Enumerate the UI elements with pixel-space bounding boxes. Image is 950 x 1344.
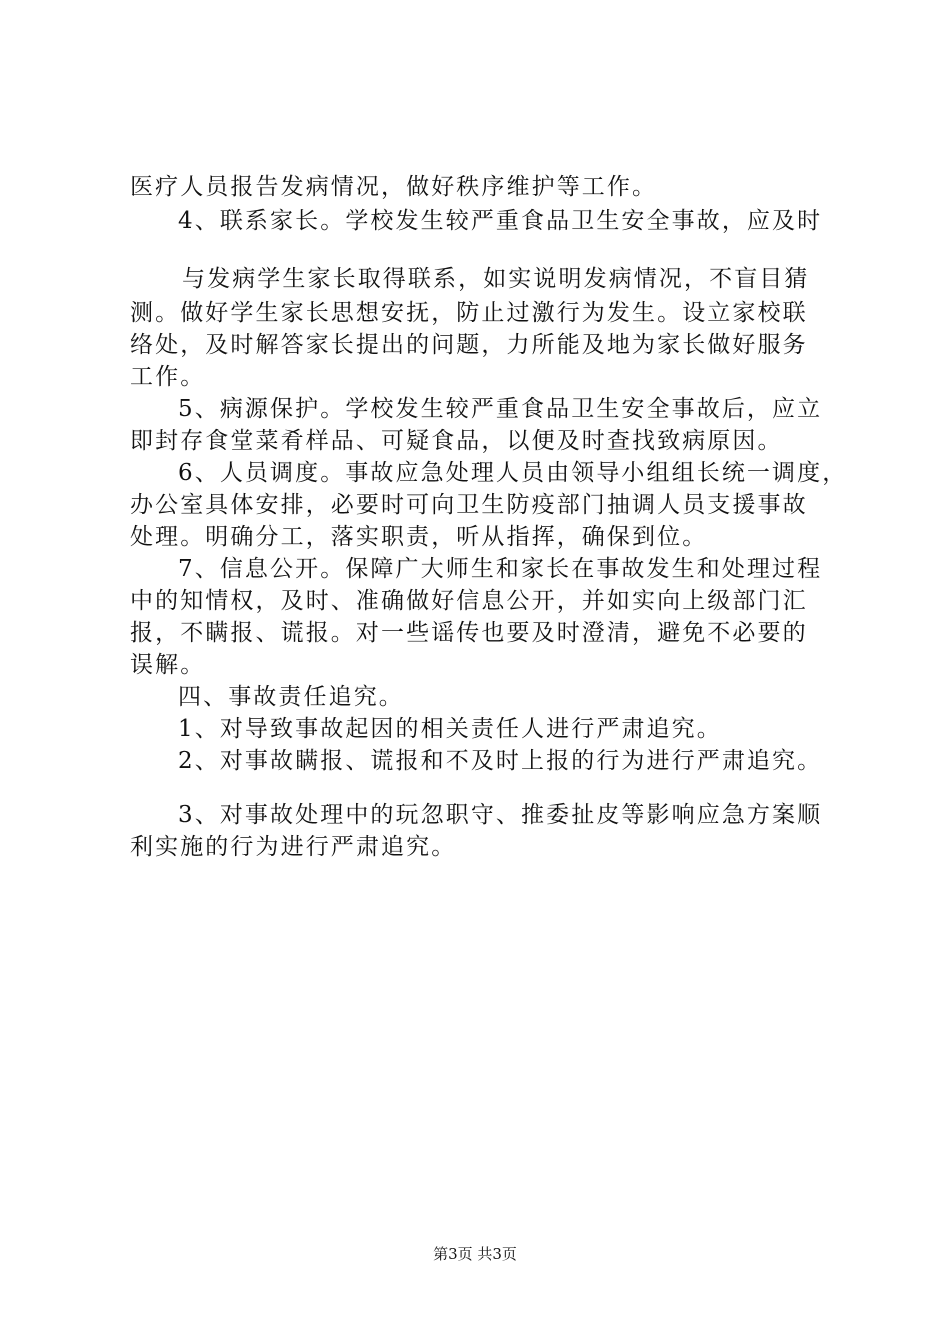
text-line: 与发病学生家长取得联系，如实说明发病情况，不盲目猜 bbox=[182, 266, 810, 292]
text-line: 5、病源保护。学校发生较严重食品卫生安全事故后，应立 bbox=[178, 396, 823, 422]
text-line: 6、人员调度。事故应急处理人员由领导小组组长统一调度， bbox=[178, 460, 848, 486]
text-line: 3、对事故处理中的玩忽职守、推委扯皮等影响应急方案顺 bbox=[178, 802, 823, 828]
text-line: 报，不瞒报、谎报。对一些谣传也要及时澄清，避免不必要的 bbox=[130, 620, 808, 646]
text-line: 2、对事故瞒报、谎报和不及时上报的行为进行严肃追究。 bbox=[178, 748, 823, 774]
text-line: 办公室具体安排，必要时可向卫生防疫部门抽调人员支援事故 bbox=[130, 492, 808, 518]
text-line: 7、信息公开。保障广大师生和家长在事故发生和处理过程 bbox=[178, 556, 823, 582]
text-line: 误解。 bbox=[130, 652, 206, 678]
text-line: 络处，及时解答家长提出的问题，力所能及地为家长做好服务 bbox=[130, 332, 808, 358]
text-line: 中的知情权，及时、准确做好信息公开，并如实向上级部门汇 bbox=[130, 588, 808, 614]
text-line: 测。做好学生家长思想安抚，防止过激行为发生。设立家校联 bbox=[130, 300, 808, 326]
text-line: 医疗人员报告发病情况，做好秩序维护等工作。 bbox=[130, 174, 658, 200]
text-line: 处理。明确分工，落实职责，听从指挥，确保到位。 bbox=[130, 524, 708, 550]
text-line: 利实施的行为进行严肃追究。 bbox=[130, 834, 457, 860]
section-heading: 四、事故责任追究。 bbox=[178, 684, 404, 710]
text-line: 工作。 bbox=[130, 364, 206, 390]
text-line: 1、对导致事故起因的相关责任人进行严肃追究。 bbox=[178, 716, 722, 742]
text-line: 即封存食堂菜肴样品、可疑食品，以便及时查找致病原因。 bbox=[130, 428, 783, 454]
page-footer: 第3页 共3页 bbox=[433, 1245, 517, 1263]
text-line: 4、联系家长。学校发生较严重食品卫生安全事故，应及时 bbox=[178, 208, 823, 234]
